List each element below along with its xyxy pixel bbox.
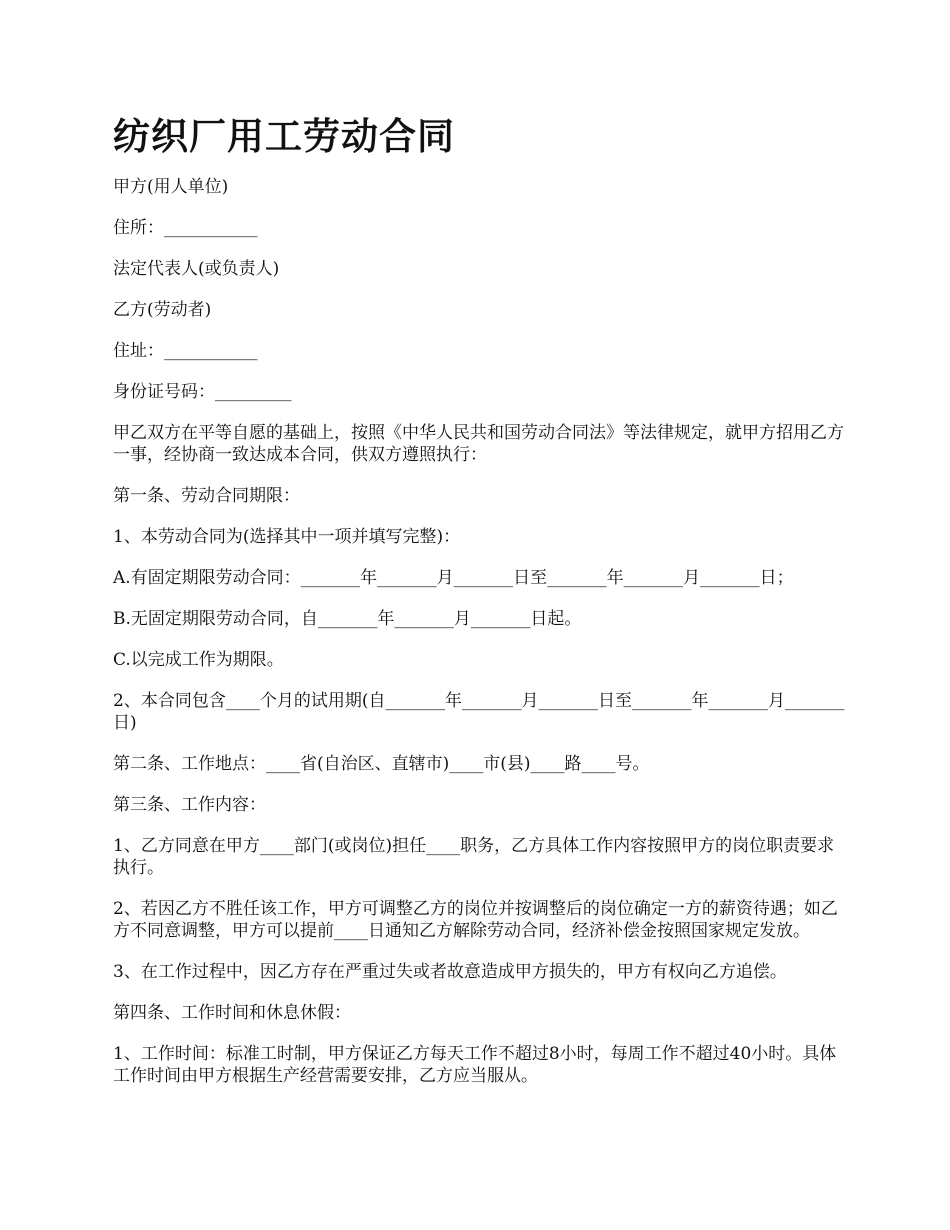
article-3-clause-2: 2、若因乙方不胜任该工作，甲方可调整乙方的岗位并按调整后的岗位确定一方的薪资待遇；如乙方不同意调整，甲方可以提前____日通知乙方解除劳动合同，经济补偿金按照国家规定发放。 [113,899,838,941]
article-1-heading: 第一条、劳动合同期限： [113,486,300,506]
contract-page [113,110,848,1106]
document-title: 纺织厂用工劳动合同 [113,114,455,158]
article-1-option-a: A.有固定期限劳动合同：_______年_______月_______日至_______年_______月_______日； [113,568,794,588]
article-3-clause-3: 3、在工作过程中，因乙方存在严重过失或者故意造成甲方损失的，甲方有权向乙方追偿。 [113,962,787,982]
party-b-id-number: 身份证号码：_________ [113,382,292,402]
article-3-heading: 第三条、工作内容： [113,795,266,815]
article-1-option-c: C.以完成工作为期限。 [113,650,284,670]
article-1-clause-1: 1、本劳动合同为(选择其中一项并填写完整)： [113,527,461,547]
party-a-address: 住所：___________ [113,218,258,238]
article-4-clause-1: 1、工作时间：标准工时制，甲方保证乙方每天工作不超过8小时，每周工作不超过40小时。具体工作时间由甲方根据生产经营需要安排，乙方应当服从。 [113,1044,837,1086]
party-b-address: 住址：___________ [113,341,258,361]
article-3-clause-1: 1、乙方同意在甲方____部门(或岗位)担任____职务，乙方具体工作内容按照甲方的岗位职责要求执行。 [113,836,835,878]
article-2-work-location: 第二条、工作地点：____省(自治区、直辖市)____市(县)____路____号。 [113,754,650,774]
party-a-representative: 法定代表人(或负责人) [113,259,280,279]
preamble-paragraph: 甲乙双方在平等自愿的基础上，按照《中华人民共和国劳动合同法》等法律规定，就甲方招用乙方一事，经协商一致达成本合同，供双方遵照执行： [113,423,844,465]
article-4-heading: 第四条、工作时间和休息休假： [113,1003,351,1023]
article-1-clause-2: 2、本合同包含____个月的试用期(自_______年_______月_______日至_______年_______月_______日) [113,691,845,733]
article-1-option-b: B.无固定期限劳动合同，自_______年_______月_______日起。 [113,609,582,629]
party-b-heading: 乙方(劳动者) [113,300,212,320]
party-a-heading: 甲方(用人单位) [113,177,229,197]
